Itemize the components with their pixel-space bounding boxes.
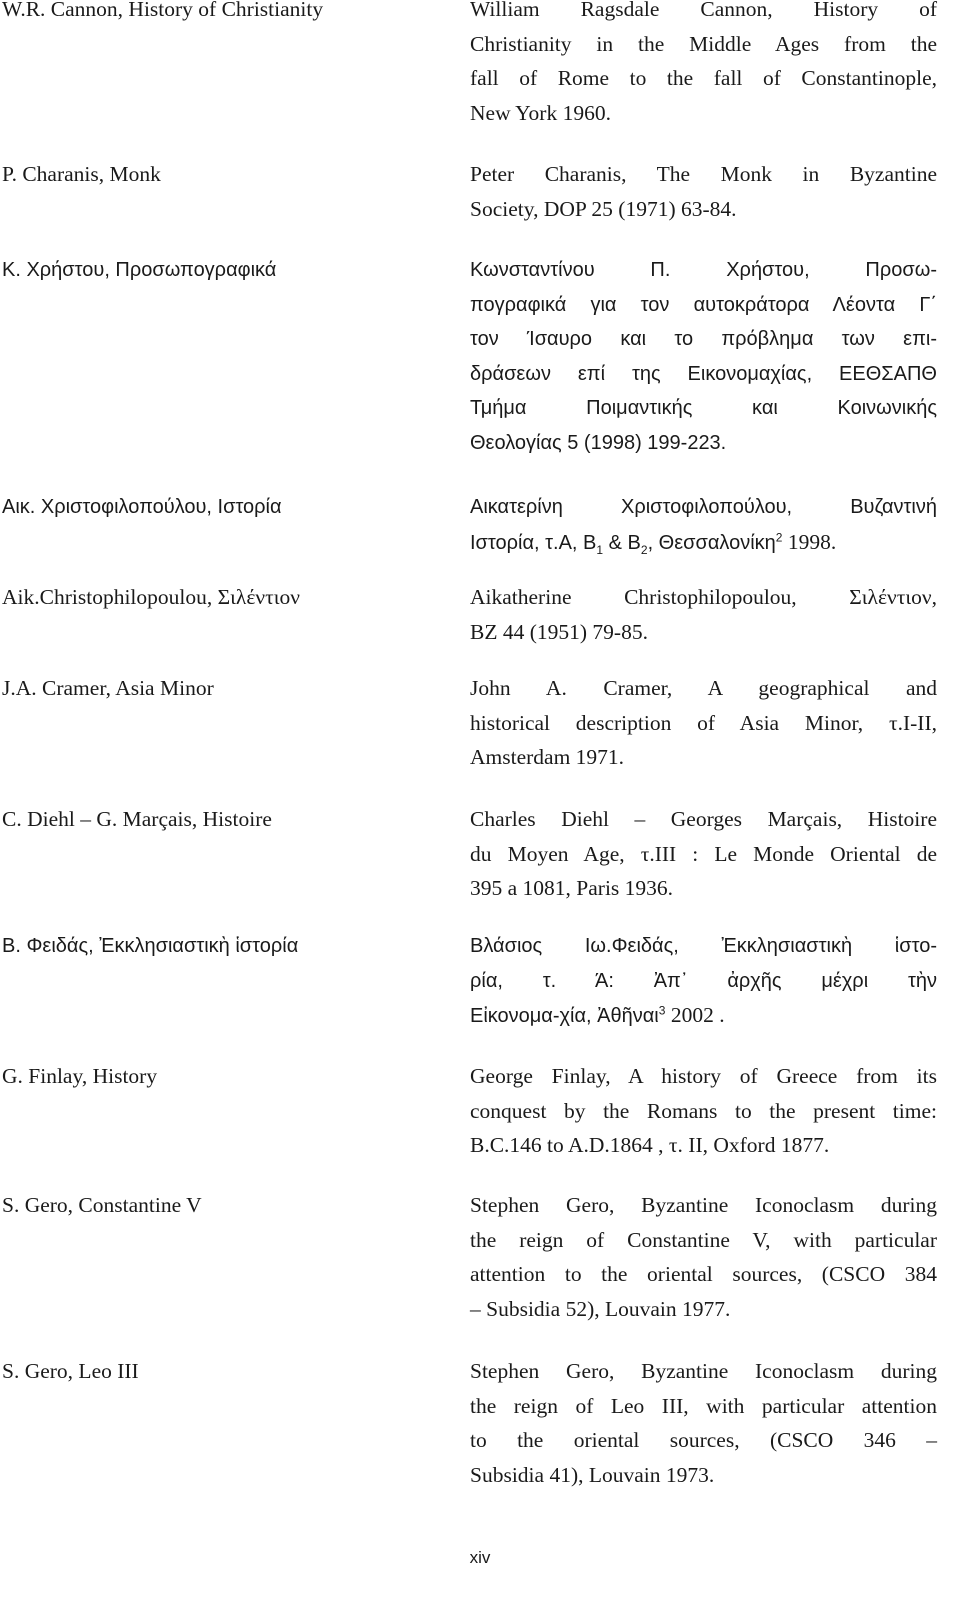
ref-line	[470, 998, 937, 1033]
ref-line: Peter Charanis, The Monk in Byzantine	[470, 162, 937, 186]
ref-line: William Ragsdale Cannon, History of	[470, 0, 937, 21]
ref-text: Εἰκονομα-χία, Ἀθῆναι	[470, 1005, 659, 1027]
ref-line: – Subsidia 52), Louvain 1977.	[470, 1296, 731, 1321]
ref-line: Amsterdam 1971.	[470, 745, 625, 769]
ref-line: Christianity in the Middle Ages from the	[470, 31, 937, 56]
ref-line: BZ 44 (1951) 79-85.	[470, 619, 648, 644]
subscript: 1	[596, 542, 604, 557]
ref-line: conquest by the Romans to the present time:	[470, 1098, 937, 1123]
ref-line: πογραφικά για τον αυτοκράτορα Λέοντα Γ΄	[470, 293, 937, 316]
bib-abbreviation: J.A. Cramer, Asia Minor	[2, 676, 214, 700]
bib-full-reference	[470, 1188, 937, 1326]
ref-line: Charles Diehl – Georges Marçais, Histoire	[470, 807, 937, 831]
bib-abbreviation: C. Diehl – G. Marçais, Histoire	[2, 807, 272, 831]
ref-line: τον Ίσαυρο και το πρόβλημα των επι-	[470, 328, 937, 350]
bib-full-reference	[470, 1059, 937, 1163]
ref-line: δράσεων επί της Εικονομαχίας, ΕΕΘΣΑΠΘ	[470, 362, 937, 385]
ref-line: Τμήμα Ποιμαντικής και Κοινωνικής	[470, 397, 937, 419]
bib-full-reference	[470, 580, 937, 649]
ref-line: New York 1960.	[470, 100, 611, 125]
ref-line: du Moyen Age, τ.III : Le Monde Oriental de	[470, 841, 937, 866]
ref-line: Stephen Gero, Byzantine Iconoclasm during	[470, 1193, 937, 1217]
ref-line: attention to the oriental sources, (CSCO 384	[470, 1262, 937, 1286]
bib-full-reference	[470, 253, 937, 460]
bib-abbreviation: Κ. Χρήστου, Προσωπογραφικά	[2, 259, 277, 281]
ref-line: George Finlay, A history of Greece from its	[470, 1064, 937, 1088]
ref-line: historical description of Asia Minor, τ.I-II,	[470, 710, 937, 735]
ref-line	[470, 525, 937, 560]
ref-text: & Β	[603, 531, 641, 554]
ref-text: 2002 .	[665, 1003, 725, 1027]
ref-text: Ιστορία, τ.Α, Β	[470, 531, 597, 554]
bib-abbreviation: Β. Φειδάς, Ἐκκλησιαστικὴ ἱστορία	[2, 935, 299, 957]
bib-full-reference	[470, 0, 937, 130]
page-number: xiv	[469, 1548, 491, 1567]
bib-abbreviation: W.R. Cannon, History of Christianity	[2, 0, 324, 21]
ref-line: the reign of Leo III, with particular attention	[470, 1393, 937, 1418]
bib-abbreviation: G. Finlay, History	[2, 1064, 158, 1088]
ref-line: the reign of Constantine V, with particular	[470, 1227, 937, 1252]
bib-full-reference	[470, 802, 937, 906]
ref-line: Κωνσταντίνου Π. Χρήστου, Προσω-	[470, 259, 937, 281]
bib-full-reference	[470, 929, 937, 1033]
ref-text: 1998.	[782, 529, 837, 554]
bib-abbreviation: Aik.Christophilopoulou, Σιλέντιον	[2, 585, 300, 609]
ref-line: Society, DOP 25 (1971) 63-84.	[470, 196, 737, 221]
ref-line: to the oriental sources, (CSCO 346 –	[470, 1428, 937, 1452]
ref-line: John A. Cramer, A geographical and	[470, 676, 937, 700]
ref-line: B.C.146 to A.D.1864 , τ. II, Oxford 1877.	[470, 1133, 830, 1157]
superscript: 2	[775, 529, 783, 544]
bib-abbreviation: P. Charanis, Monk	[2, 162, 161, 186]
ref-line: fall of Rome to the fall of Constantinople,	[470, 66, 937, 90]
ref-text: , Θεσσαλονίκη	[647, 531, 776, 554]
ref-line: Αικατερίνη Χριστοφιλοπούλου, Βυζαντινή	[470, 496, 937, 518]
ref-line: Subsidia 41), Louvain 1973.	[470, 1462, 715, 1487]
bib-full-reference	[470, 490, 937, 559]
ref-line: Aikatherine Christophilopoulou, Σιλέντιον,	[470, 585, 937, 609]
bib-full-reference	[470, 1354, 937, 1492]
ref-line: 395 a 1081, Paris 1936.	[470, 876, 674, 900]
ref-line: Stephen Gero, Byzantine Iconoclasm during	[470, 1359, 937, 1383]
subscript: 2	[640, 542, 648, 557]
bib-full-reference	[470, 671, 937, 775]
ref-line: Θεολογίας 5 (1998) 199-223.	[470, 431, 727, 454]
bib-abbreviation: S. Gero, Leo III	[2, 1359, 139, 1383]
bib-abbreviation: S. Gero, Constantine V	[2, 1193, 202, 1217]
superscript: 3	[658, 1003, 666, 1018]
ref-line: ρία, τ. Ά: Ἀπ᾽ ἀρχῆς μέχρι τὴν	[470, 969, 937, 992]
bib-full-reference	[470, 157, 937, 226]
bib-abbreviation: Αικ. Χριστοφιλοπούλου, Ιστορία	[2, 496, 282, 518]
ref-line: Βλάσιος Ιω.Φειδάς, Ἐκκλησιαστικὴ ἱστο-	[470, 935, 937, 957]
